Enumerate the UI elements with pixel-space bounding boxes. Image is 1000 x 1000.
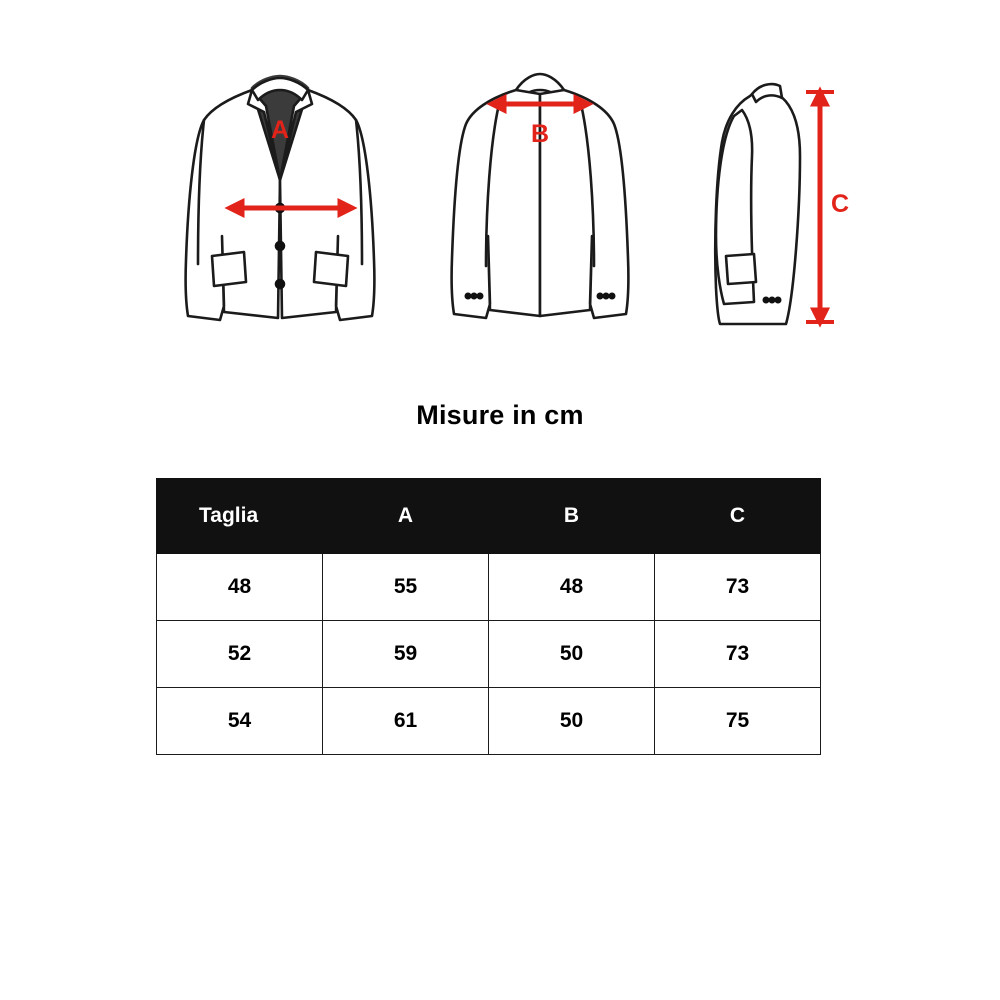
cell-b: 50 — [489, 688, 655, 755]
cell-size: 52 — [157, 621, 323, 688]
side-view — [690, 60, 870, 365]
cell-a: 59 — [323, 621, 489, 688]
table-row — [157, 554, 821, 621]
cell-a: 61 — [323, 688, 489, 755]
cell-size: 48 — [157, 554, 323, 621]
column-header-b: B — [489, 479, 655, 554]
measure-label-a: A — [270, 116, 290, 144]
cell-size: 54 — [157, 688, 323, 755]
cell-c: 73 — [655, 554, 821, 621]
table-row — [157, 688, 821, 755]
garment-diagram — [0, 60, 1000, 390]
column-header-a: A — [323, 479, 489, 554]
table-header-row — [157, 479, 821, 554]
diagram-caption: Misure in cm — [416, 400, 584, 430]
measure-label-c: C — [830, 190, 850, 218]
cell-b: 50 — [489, 621, 655, 688]
column-header-c: C — [655, 479, 821, 554]
size-table — [156, 478, 821, 755]
measure-label-b: B — [530, 120, 550, 148]
back-view — [430, 60, 650, 365]
table-row — [157, 621, 821, 688]
cell-a: 55 — [323, 554, 489, 621]
column-header-taglia: Taglia — [157, 479, 323, 554]
cell-c: 75 — [655, 688, 821, 755]
cell-b: 48 — [489, 554, 655, 621]
cell-c: 73 — [655, 621, 821, 688]
size-table-wrapper — [156, 478, 820, 755]
front-view — [160, 60, 400, 365]
